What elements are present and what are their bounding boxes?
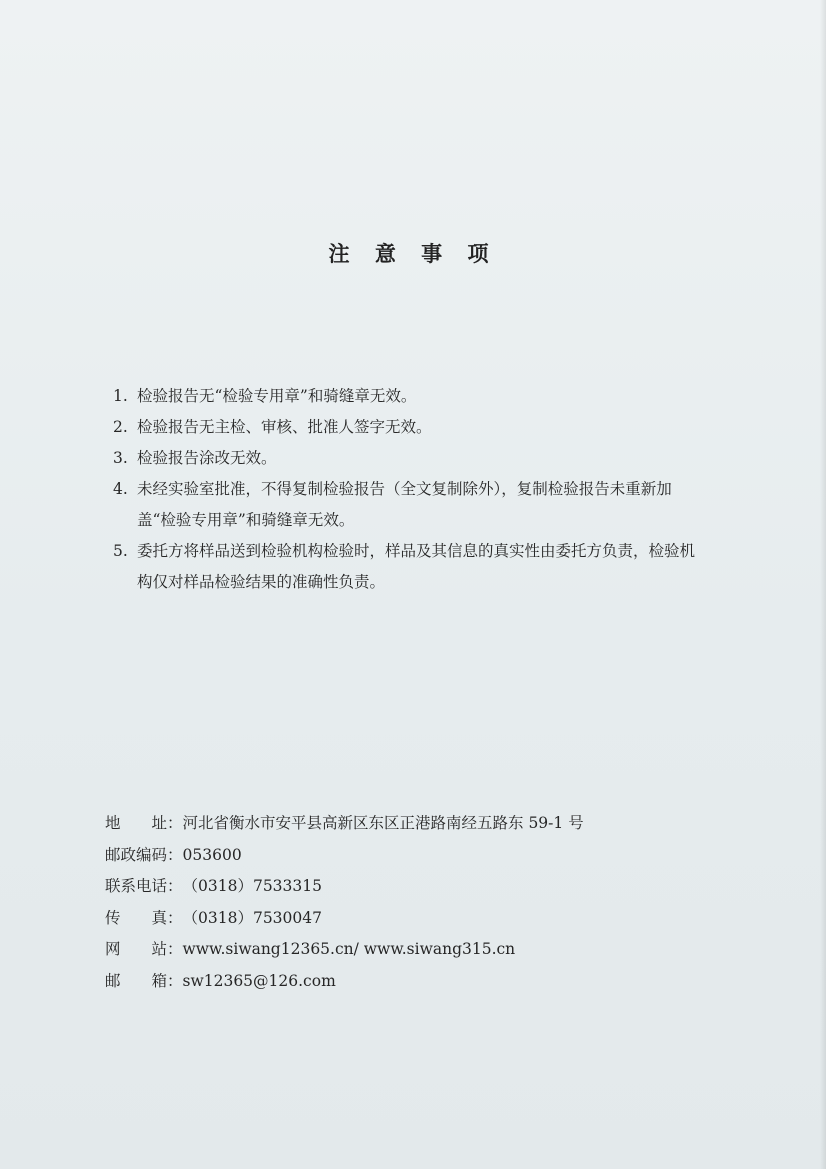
note-number: 2.	[113, 418, 128, 436]
note-number: 5.	[113, 542, 128, 560]
notes-list	[113, 381, 703, 598]
contact-website-row	[105, 934, 665, 966]
contact-info	[105, 808, 665, 997]
website-value: www.siwang12365.cn/ www.siwang315.cn	[182, 940, 516, 958]
note-item-3	[113, 443, 703, 474]
note-text: 检验报告无主检、审核、批准人签字无效。	[137, 418, 432, 436]
note-item-5	[113, 536, 703, 598]
phone-value: （0318）7533315	[182, 877, 322, 895]
fax-value: （0318）7530047	[182, 908, 322, 927]
contact-postcode-row	[105, 840, 665, 872]
website-label: 网 站：	[105, 940, 183, 958]
email-value: sw12365@126.com	[182, 971, 336, 990]
note-item-4	[113, 474, 703, 536]
note-item-2	[113, 412, 703, 443]
fax-label: 传 真：	[105, 908, 183, 927]
note-number: 3.	[113, 449, 128, 467]
note-text: 未经实验室批准，不得复制检验报告（全文复制除外），复制检验报告未重新加盖“检验专用章”和骑缝章无效。	[137, 480, 672, 529]
note-item-1	[113, 381, 703, 412]
note-text: 检验报告涂改无效。	[137, 449, 277, 467]
note-number: 1.	[113, 387, 128, 405]
note-text: 委托方将样品送到检验机构检验时，样品及其信息的真实性由委托方负责，检验机构仅对样品检验结果的准确性负责。	[137, 542, 696, 591]
contact-fax-row	[105, 903, 665, 935]
page-title: 注 意 事 项	[328, 242, 498, 266]
contact-email-row	[105, 966, 665, 998]
postcode-label: 邮政编码：	[105, 845, 183, 864]
note-text: 检验报告无“检验专用章”和骑缝章无效。	[137, 387, 417, 405]
email-label: 邮 箱：	[105, 971, 183, 990]
address-label: 地 址：	[105, 814, 183, 832]
contact-phone-row	[105, 871, 665, 903]
phone-label: 联系电话：	[105, 877, 183, 895]
note-number: 4.	[113, 480, 128, 498]
address-value: 河北省衡水市安平县高新区东区正港路南经五路东 59-1 号	[182, 814, 584, 832]
postcode-value: 053600	[182, 845, 242, 864]
contact-address-row	[105, 808, 665, 840]
page-edge-shadow	[820, 0, 826, 1169]
